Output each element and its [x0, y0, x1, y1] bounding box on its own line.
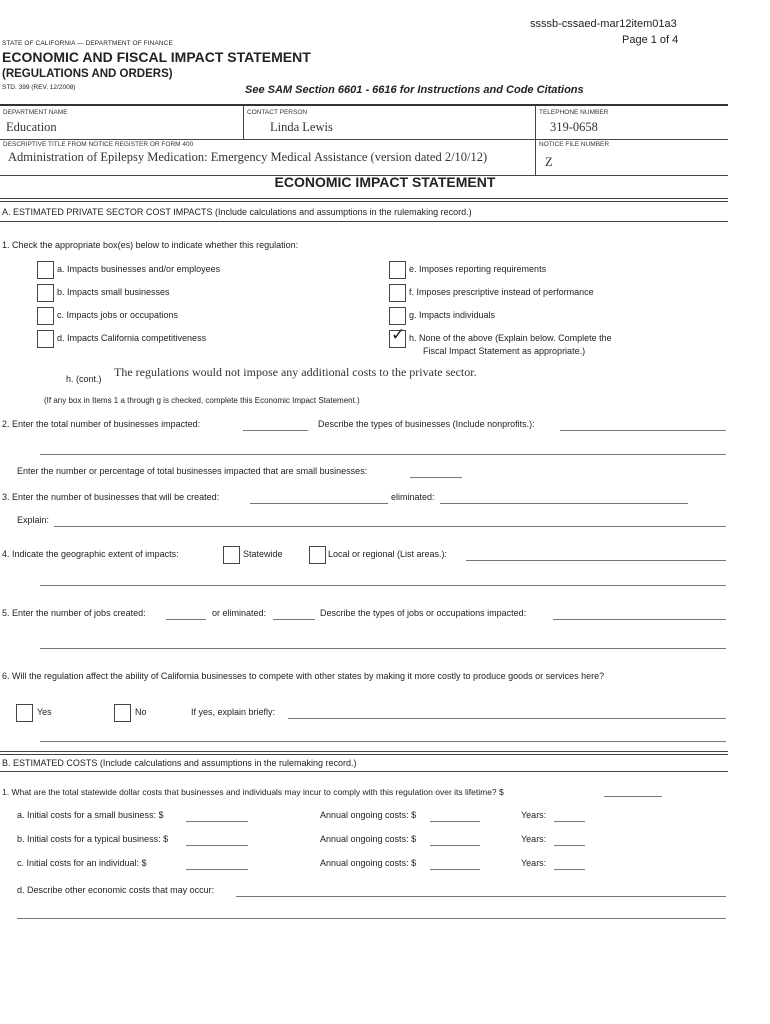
document-id: ssssb-cssaed-mar12item01a3: [530, 18, 677, 30]
option-d-label: d. Impacts California competitiveness: [57, 333, 207, 343]
yes-label: Yes: [37, 707, 52, 717]
q2-desc-line[interactable]: [560, 430, 726, 431]
b1c-text: c. Initial costs for an individual: $: [17, 858, 147, 868]
q5-desc-line[interactable]: [553, 619, 726, 620]
b1b-annual-text: Annual ongoing costs: $: [320, 834, 417, 844]
q6-text: 6. Will the regulation affect the ability of California businesses to compete with other states by making it more costly to produce goods or services here?: [2, 671, 605, 681]
info-divider-1: [243, 105, 244, 139]
info-table-top: [0, 104, 728, 106]
desc-title-value[interactable]: Administration of Epilepsy Medication: Emergency Medical Assistance (version dated 2/10/12): [8, 150, 488, 164]
q4-text: 4. Indicate the geographic extent of impacts:: [2, 549, 179, 559]
b1b-text: b. Initial costs for a typical business: $: [17, 834, 169, 844]
phone-label: TELEPHONE NUMBER: [539, 109, 609, 116]
b1a-annual-line[interactable]: [430, 821, 480, 822]
checkbox-yes[interactable]: [16, 704, 33, 722]
option-a-label: a. Impacts businesses and/or employees: [57, 264, 221, 274]
q5-desc-line-2[interactable]: [40, 648, 726, 649]
form-title: ECONOMIC AND FISCAL IMPACT STATEMENT: [2, 49, 311, 65]
b1b-line[interactable]: [186, 845, 248, 846]
if-any-note: (If any box in Items 1 a through g is checked, complete this Economic Impact Statement.): [44, 396, 360, 405]
q6-explain-line[interactable]: [288, 718, 726, 719]
q2-desc-line-2[interactable]: [40, 454, 726, 455]
q5-text: 5. Enter the number of jobs created:: [2, 608, 146, 618]
no-label: No: [135, 707, 147, 717]
econ-heading: ECONOMIC IMPACT STATEMENT: [274, 174, 496, 190]
b1c-annual-text: Annual ongoing costs: $: [320, 858, 417, 868]
q5-elim-line[interactable]: [273, 619, 315, 620]
desc-title-label: DESCRIPTIVE TITLE FROM NOTICE REGISTER OR FORM 400: [3, 141, 194, 148]
q3-explain-text: Explain:: [17, 515, 50, 525]
b1-total-line[interactable]: [604, 796, 662, 797]
dept-value[interactable]: Education: [6, 120, 57, 134]
checkbox-d[interactable]: [37, 330, 54, 348]
section-a-title: A. ESTIMATED PRIVATE SECTOR COST IMPACTS (Include calculations and assumptions in the rulemaking record.): [2, 207, 472, 217]
checkbox-g[interactable]: [389, 307, 406, 325]
option-b-label: b. Impacts small businesses: [57, 287, 170, 297]
checkbox-e[interactable]: [389, 261, 406, 279]
info-row-divider: [0, 139, 728, 140]
checkbox-statewide[interactable]: [223, 546, 240, 564]
option-f-label: f. Imposes prescriptive instead of performance: [409, 287, 594, 297]
sam-instructions: See SAM Section 6601 - 6616 for Instructions and Code Citations: [245, 84, 584, 96]
checkbox-h[interactable]: [389, 325, 406, 348]
option-h-label-2: Fiscal Impact Statement as appropriate.): [423, 346, 586, 356]
h-cont-value[interactable]: The regulations would not impose any additional costs to the private sector.: [114, 365, 477, 379]
q4-areas-line-2[interactable]: [40, 585, 726, 586]
q5-elim-text: or eliminated:: [212, 608, 267, 618]
b1c-annual-line[interactable]: [430, 869, 480, 870]
checkbox-local[interactable]: [309, 546, 326, 564]
checkbox-b[interactable]: [37, 284, 54, 302]
q3-text: 3. Enter the number of businesses that will be created:: [2, 492, 220, 502]
b1a-years-line[interactable]: [554, 821, 585, 822]
sec-a-top2: [0, 201, 728, 202]
notice-label: NOTICE FILE NUMBER: [539, 141, 610, 148]
q2-text: 2. Enter the total number of businesses impacted:: [2, 419, 201, 429]
sec-a-bottom: [0, 221, 728, 222]
checkmark-icon: ✓: [391, 325, 406, 345]
q2-small-text: Enter the number or percentage of total businesses impacted that are small businesses:: [17, 466, 368, 476]
local-label: Local or regional (List areas.):: [328, 549, 448, 559]
checkbox-c[interactable]: [37, 307, 54, 325]
q4-areas-line[interactable]: [466, 560, 726, 561]
section-b-title: B. ESTIMATED COSTS (Include calculations and assumptions in the rulemaking record.): [2, 758, 357, 768]
checkbox-a[interactable]: [37, 261, 54, 279]
b1d-line-2[interactable]: [17, 918, 726, 919]
b1d-text: d. Describe other economic costs that may occur:: [17, 885, 215, 895]
q3-explain-line[interactable]: [54, 526, 726, 527]
q5-created-line[interactable]: [166, 619, 206, 620]
b1d-line[interactable]: [236, 896, 726, 897]
b1a-years-text: Years:: [521, 810, 547, 820]
b1a-line[interactable]: [186, 821, 248, 822]
sec-b-top2: [0, 754, 728, 755]
option-e-label: e. Imposes reporting requirements: [409, 264, 547, 274]
contact-value[interactable]: Linda Lewis: [270, 120, 333, 134]
option-c-label: c. Impacts jobs or occupations: [57, 310, 179, 320]
b1b-years-text: Years:: [521, 834, 547, 844]
q3-elim-line[interactable]: [440, 503, 688, 504]
info-divider-2: [535, 105, 536, 175]
phone-value[interactable]: 319-0658: [550, 120, 598, 134]
agency-name: STATE OF CALIFORNIA — DEPARTMENT OF FINANCE: [2, 40, 173, 47]
b1b-annual-line[interactable]: [430, 845, 480, 846]
h-cont-label: h. (cont.): [66, 374, 102, 384]
b1a-text: a. Initial costs for a small business: $: [17, 810, 164, 820]
q3-created-line[interactable]: [250, 503, 388, 504]
form-number: STD. 399 (REV. 12/2008): [2, 84, 76, 91]
sec-b-top: [0, 751, 728, 752]
sec-a-top: [0, 198, 728, 199]
b1c-years-text: Years:: [521, 858, 547, 868]
option-g-label: g. Impacts individuals: [409, 310, 496, 320]
option-h-label: h. None of the above (Explain below. Complete the: [409, 333, 612, 343]
q1-text: 1. Check the appropriate box(es) below to indicate whether this regulation:: [2, 240, 299, 250]
b1-text: 1. What are the total statewide dollar costs that businesses and individuals may incur to comply with this regulation over its lifetime? $: [2, 787, 504, 797]
checkbox-f[interactable]: [389, 284, 406, 302]
checkbox-no[interactable]: [114, 704, 131, 722]
q5-desc-text: Describe the types of jobs or occupations impacted:: [320, 608, 527, 618]
statewide-label: Statewide: [243, 549, 283, 559]
dept-label: DEPARTMENT NAME: [3, 109, 68, 116]
b1b-years-line[interactable]: [554, 845, 585, 846]
q6-explain-line-2[interactable]: [40, 741, 726, 742]
b1c-line[interactable]: [186, 869, 248, 870]
sec-b-bottom: [0, 771, 728, 772]
q2-desc-text: Describe the types of businesses (Include nonprofits.):: [318, 419, 535, 429]
form-subtitle: (REGULATIONS AND ORDERS): [2, 68, 173, 80]
notice-value[interactable]: Z: [545, 155, 553, 169]
q6-explain-text: If yes, explain briefly:: [191, 707, 276, 717]
q3-elim-text: eliminated:: [391, 492, 435, 502]
b1a-annual-text: Annual ongoing costs: $: [320, 810, 417, 820]
page-number: Page 1 of 4: [622, 34, 679, 46]
contact-label: CONTACT PERSON: [247, 109, 308, 116]
b1c-years-line[interactable]: [554, 869, 585, 870]
q2-small-line[interactable]: [410, 477, 462, 478]
q2-count-line[interactable]: [243, 430, 308, 431]
